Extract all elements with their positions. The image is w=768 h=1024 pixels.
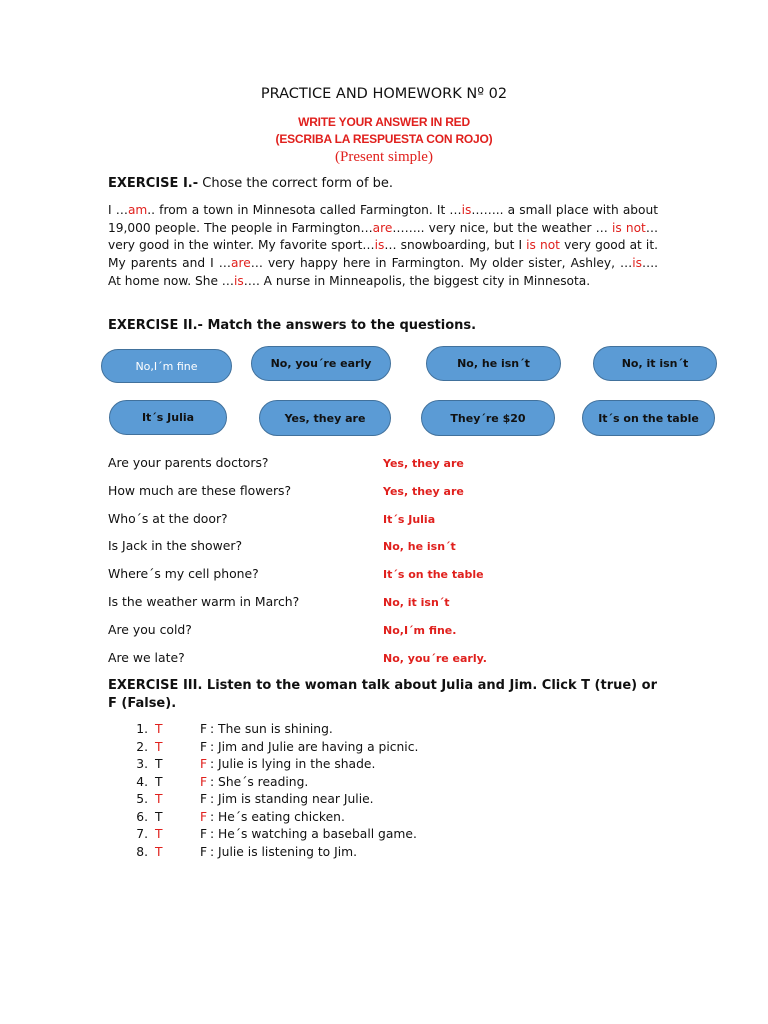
question-text: How much are these flowers? bbox=[108, 483, 292, 498]
answer-word: are bbox=[372, 220, 393, 235]
answer-bubble[interactable]: It´s on the table bbox=[582, 400, 715, 436]
answer-text[interactable]: It´s Julia bbox=[383, 513, 436, 526]
true-option[interactable]: T bbox=[155, 809, 163, 824]
answer-word: am bbox=[127, 203, 148, 217]
statement-text: : Jim is standing near Julie. bbox=[210, 792, 374, 806]
exercise-3-heading: EXERCISE III. Listen to the woman talk about Julia and Jim. Click T (true) or F (False). bbox=[108, 678, 657, 711]
answer-bubble[interactable]: No, it isn´t bbox=[593, 346, 717, 381]
answer-bubble[interactable]: They´re $20 bbox=[421, 400, 555, 436]
answer-text[interactable]: Yes, they are bbox=[383, 457, 464, 470]
answer-bubble[interactable]: Yes, they are bbox=[259, 400, 391, 436]
true-false-item bbox=[0, 740, 768, 757]
false-option[interactable]: F bbox=[200, 809, 208, 824]
item-number: 4. bbox=[136, 774, 148, 789]
true-false-item bbox=[0, 810, 768, 827]
answer-word: is bbox=[632, 256, 642, 271]
true-false-item bbox=[0, 775, 768, 792]
true-option[interactable]: T bbox=[155, 792, 163, 806]
statement-text: : He´s watching a baseball game. bbox=[210, 827, 417, 841]
statement-text: : He´s eating chicken. bbox=[210, 809, 345, 824]
instruction-line-1: WRITE YOUR ANSWER IN RED bbox=[298, 115, 470, 129]
false-option[interactable]: F bbox=[200, 774, 208, 789]
true-option[interactable]: T bbox=[155, 757, 163, 771]
paragraph-text: … very happy here in Farmington. My older sister, Ashley, … bbox=[250, 256, 633, 271]
true-option[interactable]: T bbox=[155, 844, 163, 859]
true-option[interactable]: T bbox=[155, 827, 163, 841]
false-option[interactable]: F bbox=[200, 757, 208, 771]
paragraph-text: very good at it. My parents and I … bbox=[108, 238, 658, 271]
exercise-1-paragraph bbox=[108, 202, 658, 291]
answer-text[interactable]: No, he isn´t bbox=[383, 540, 456, 553]
false-option[interactable]: F bbox=[200, 827, 208, 841]
true-option[interactable]: T bbox=[155, 722, 163, 736]
answer-bubble[interactable]: No,I´m fine bbox=[101, 349, 232, 383]
item-number: 7. bbox=[136, 827, 148, 841]
answer-word: is bbox=[234, 273, 244, 288]
true-false-item bbox=[0, 757, 768, 774]
answer-word: is bbox=[374, 238, 385, 253]
answer-word: is bbox=[461, 203, 472, 217]
item-number: 1. bbox=[136, 722, 148, 736]
answer-bubble[interactable]: No, he isn´t bbox=[426, 346, 561, 381]
true-false-item bbox=[0, 792, 768, 809]
answer-text[interactable]: No, it isn´t bbox=[383, 596, 450, 609]
question-text: Is Jack in the shower? bbox=[108, 538, 243, 553]
question-text: Is the weather warm in March? bbox=[108, 594, 300, 609]
false-option[interactable]: F bbox=[200, 844, 208, 859]
question-text: Are we late? bbox=[108, 650, 185, 665]
question-text: Are you cold? bbox=[108, 622, 192, 637]
statement-text: : She´s reading. bbox=[210, 774, 309, 789]
answer-text[interactable]: No, you´re early. bbox=[383, 652, 487, 665]
question-text: Who´s at the door? bbox=[108, 511, 228, 526]
exercise-2-heading bbox=[108, 318, 476, 333]
answer-text[interactable]: Yes, they are bbox=[383, 485, 464, 498]
true-option[interactable]: T bbox=[155, 774, 163, 789]
answer-text[interactable]: It´s on the table bbox=[383, 568, 484, 581]
false-option[interactable]: F bbox=[200, 739, 208, 754]
statement-text: : Jim and Julie are having a picnic. bbox=[210, 739, 419, 754]
statement-text: : The sun is shining. bbox=[210, 722, 333, 736]
paragraph-text: …….. very nice, but the weather … bbox=[392, 220, 612, 235]
paragraph-text: … snowboarding, but I bbox=[384, 238, 527, 253]
answer-text[interactable]: No,I´m fine. bbox=[383, 624, 457, 637]
instruction-line-2: (ESCRIBA LA RESPUESTA CON ROJO) bbox=[275, 132, 493, 146]
answer-word: is not bbox=[611, 220, 646, 235]
false-option[interactable]: F bbox=[200, 722, 208, 736]
paragraph-text: …. At home now. She … bbox=[108, 256, 659, 288]
paragraph-text: … very good in the winter. My favorite sport… bbox=[108, 220, 659, 253]
item-number: 8. bbox=[136, 844, 148, 859]
question-text: Where´s my cell phone? bbox=[108, 566, 259, 581]
exercise-2-instruction: Match the answers to the questions. bbox=[202, 318, 477, 333]
item-number: 3. bbox=[136, 757, 148, 771]
item-number: 2. bbox=[136, 739, 148, 754]
paragraph-text: …….. a small place with about 19,000 people. The people in Farmington… bbox=[108, 203, 659, 235]
true-false-item bbox=[0, 722, 768, 739]
item-number: 6. bbox=[136, 809, 148, 824]
true-false-item bbox=[0, 827, 768, 844]
false-option[interactable]: F bbox=[200, 792, 208, 806]
statement-text: : Julie is listening to Jim. bbox=[210, 844, 358, 859]
exercise-1-label: EXERCISE I.- bbox=[108, 176, 199, 191]
paragraph-text: …. A nurse in Minneapolis, the biggest city in Minnesota. bbox=[243, 273, 591, 288]
answer-bubble[interactable]: It´s Julia bbox=[109, 400, 227, 435]
instruction-line-3: (Present simple) bbox=[335, 149, 433, 165]
true-option[interactable]: T bbox=[155, 739, 163, 754]
answer-bubble[interactable]: No, you´re early bbox=[251, 346, 391, 381]
question-text: Are your parents doctors? bbox=[108, 455, 269, 470]
exercise-1-instruction: Chose the correct form of be. bbox=[198, 176, 394, 191]
page-title: PRACTICE AND HOMEWORK Nº 02 bbox=[260, 86, 508, 102]
exercise-1-heading bbox=[108, 176, 393, 191]
true-false-item bbox=[0, 845, 768, 862]
paragraph-text: I … bbox=[108, 203, 128, 217]
answer-word: is not bbox=[526, 238, 560, 253]
item-number: 5. bbox=[136, 792, 148, 806]
answer-word: are bbox=[230, 256, 251, 271]
statement-text: : Julie is lying in the shade. bbox=[210, 757, 376, 771]
paragraph-text: .. from a town in Minnesota called Farmington. It … bbox=[147, 203, 462, 217]
exercise-2-label: EXERCISE II.- bbox=[108, 318, 203, 333]
